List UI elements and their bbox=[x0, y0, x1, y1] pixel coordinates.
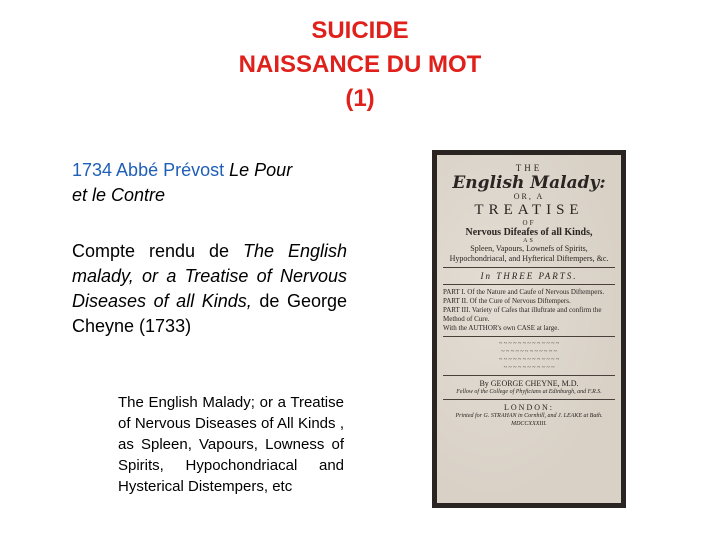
paragraph-review bbox=[72, 239, 347, 339]
book-with: With the AUTHOR's own CASE at large. bbox=[443, 324, 560, 332]
book-nervous: Nervous Difeafes of all Kinds, bbox=[465, 227, 593, 238]
book-subtitle: Spleen, Vapours, Lownefs of Spirits, Hypochondriacal, and Hyfterical Diftempers, &c. bbox=[449, 244, 609, 263]
work-title-part-2: et le Contre bbox=[72, 185, 166, 205]
title-line-2: NAISSANCE DU MOT bbox=[238, 51, 482, 78]
book-rule-4 bbox=[443, 375, 615, 376]
book-parts: In THREE PARTS. bbox=[480, 271, 578, 281]
paragraph-prevost bbox=[72, 158, 347, 208]
slide-title bbox=[0, 14, 720, 116]
book-treatise: TREATISE bbox=[474, 202, 584, 218]
book-byline: By GEORGE CHEYNE, M.D. bbox=[479, 379, 579, 388]
review-book-title: The English malady, or a Treatise of Nervous Diseases of all Kinds, bbox=[72, 241, 347, 311]
book-page bbox=[437, 155, 621, 503]
book-rule-5 bbox=[443, 399, 615, 400]
work-title-part-1: Le Pour bbox=[229, 160, 293, 180]
book-rule-2 bbox=[443, 284, 615, 285]
book-or-a: OR, A bbox=[513, 192, 545, 201]
title-line-3: (1) bbox=[345, 85, 375, 112]
book-title-page-image bbox=[432, 150, 626, 508]
book-epigraph: ~ ~ ~ ~ ~ ~ ~ ~ ~ ~ ~ ~ ~ ~ ~ ~ ~ ~ ~ ~ ~ ~ ~ ~ ~ ~ ~ ~ ~ ~ ~ ~ ~ ~ ~ ~ ~ ~ ~ ~ ~ ~ ~ ~ ~ ~ ~ ~ ~ bbox=[498, 341, 560, 371]
book-as: AS bbox=[523, 238, 535, 244]
book-title: English Malady: bbox=[452, 173, 606, 193]
paragraph-full-title: The English Malady; or a Treatise of Nervous Diseases of All Kinds , as Spleen, Vapours, Lowness of Spirits, Hypochondriacal and Hysterical Distempers, etc bbox=[118, 394, 344, 495]
book-the: THE bbox=[515, 163, 543, 173]
review-prefix: Compte rendu de bbox=[72, 241, 243, 261]
book-part-1: PART I. Of the Nature and Caufe of Nervous Diftempers. bbox=[443, 288, 605, 296]
review-suffix: de George Cheyne (1733) bbox=[72, 291, 347, 336]
book-printed: Printed for G. STRAHAN in Cornhill, and J. LEAKE at Bath. MDCCXXXIII. bbox=[455, 413, 603, 427]
book-part-3: PART III. Variety of Cafes that illuftrate and confirm the Method of Cure. bbox=[443, 306, 602, 323]
book-rule-1 bbox=[443, 267, 615, 268]
book-of: OF bbox=[522, 219, 536, 227]
book-rule-3 bbox=[443, 336, 615, 337]
book-part-2: PART II. Of the Cure of Nervous Diftempers. bbox=[443, 297, 571, 305]
prevost-date-author: 1734 Abbé Prévost bbox=[72, 160, 225, 180]
title-line-1: SUICIDE bbox=[311, 17, 409, 44]
book-london: LONDON: bbox=[504, 403, 554, 412]
book-fellow: Fellow of the College of Phyficians at Edinburgh, and F.R.S. bbox=[456, 389, 602, 395]
